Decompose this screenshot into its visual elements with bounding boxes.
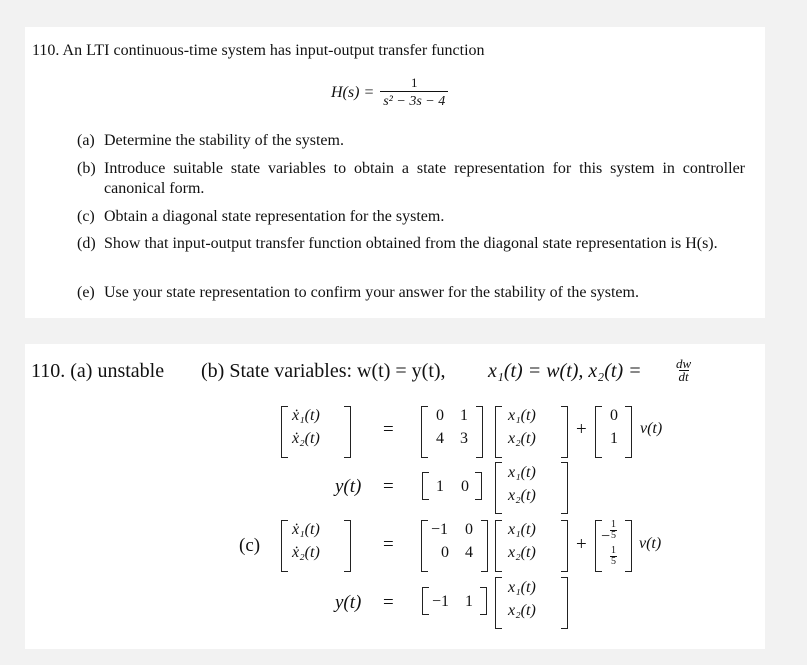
plus: +: [576, 419, 587, 440]
right-bracket: [561, 406, 568, 458]
left-bracket: [495, 406, 502, 458]
right-bracket: [480, 587, 487, 615]
matrix-a-b-12: 1: [460, 407, 468, 424]
part-text: Use your state representation to confirm your answer for the stability of the system.: [104, 284, 639, 301]
x2: x₂(t): [508, 602, 536, 619]
part-e: [77, 283, 745, 303]
right-bracket: [625, 406, 632, 458]
dw-dt-fraction: [676, 358, 691, 383]
equals: =: [383, 592, 394, 613]
matrix-c-b-2: 0: [461, 478, 469, 495]
tf-numerator: 1: [410, 75, 418, 90]
transfer-function: [331, 75, 448, 110]
tf-lhs: H(s) =: [331, 83, 375, 101]
x2: x₂(t): [508, 544, 536, 561]
part-label: (d): [77, 235, 96, 252]
matrix-b-c-2-den: 5: [611, 556, 616, 567]
matrix-a-c-21: 0: [441, 544, 449, 561]
equals: =: [383, 476, 394, 497]
left-bracket: [422, 587, 429, 615]
left-bracket: [595, 406, 602, 458]
left-bracket: [281, 520, 288, 572]
left-bracket: [281, 406, 288, 458]
matrix-b-c-2-num: 1: [611, 545, 616, 556]
right-bracket: [476, 406, 483, 458]
v-t: v(t): [640, 420, 663, 437]
right-bracket: [561, 462, 568, 514]
v-t: v(t): [639, 535, 662, 552]
x2: x₂(t): [508, 430, 536, 447]
part-a: [77, 131, 745, 151]
right-bracket: [344, 406, 351, 458]
right-bracket: [561, 520, 568, 572]
left-bracket: [495, 520, 502, 572]
y-t: y(t): [335, 476, 362, 497]
right-bracket: [475, 472, 482, 500]
matrix-a-c-11: −1: [431, 521, 449, 538]
equals: =: [383, 534, 394, 555]
part-text: Obtain a diagonal state representation for the system.: [104, 208, 445, 225]
xdot2: ẋ₂(t): [292, 430, 320, 447]
matrix-a-b-21: 4: [436, 430, 444, 447]
right-bracket: [481, 520, 488, 572]
x1: x₁(t): [508, 579, 536, 596]
matrix-a-c-22: 4: [465, 544, 473, 561]
matrix-b-b-2: 1: [610, 430, 618, 447]
xdot1: ẋ₁(t): [292, 407, 320, 424]
matrix-b-c-2: [610, 546, 617, 567]
part-b: [77, 159, 745, 199]
matrix-c-b-1: 1: [436, 478, 444, 495]
y-t: y(t): [335, 592, 362, 613]
matrix-c-c-1: −1: [432, 593, 450, 610]
part-d: [77, 234, 745, 254]
answer-a: 110. (a) unstable: [31, 360, 165, 382]
right-bracket: [625, 520, 632, 572]
xdot2: ẋ₂(t): [292, 544, 320, 561]
part-label: (a): [77, 132, 95, 149]
part-c: [77, 207, 745, 227]
right-bracket: [344, 520, 351, 572]
xdot1: ẋ₁(t): [292, 521, 320, 538]
matrix-c-c-2: 1: [465, 593, 473, 610]
left-bracket: [495, 577, 502, 629]
left-bracket: [495, 462, 502, 514]
label-c: (c): [239, 535, 261, 556]
part-text: Determine the stability of the system.: [104, 132, 344, 149]
question-title: 110. An LTI continuous-time system has input-output transfer function: [32, 42, 485, 59]
dw-numerator: dw: [676, 356, 692, 371]
left-bracket: [422, 472, 429, 500]
matrix-b-c-sign: −: [601, 528, 611, 545]
part-text: Show that input-output transfer function obtained from the diagonal state representation is H(s).: [104, 235, 718, 252]
x1: x₁(t): [508, 407, 536, 424]
matrix-a-b-22: 3: [460, 430, 468, 447]
x1: x₁(t): [508, 521, 536, 538]
matrix-b-c-1: [610, 520, 617, 541]
part-label: (c): [77, 208, 95, 225]
matrix-b-c-1-num: 1: [611, 519, 616, 530]
left-bracket: [421, 406, 428, 458]
matrix-b-b-1: 0: [610, 407, 618, 424]
left-bracket: [421, 520, 428, 572]
part-label: (b): [77, 160, 96, 177]
tf-denominator: s² − 3s − 4: [380, 91, 448, 110]
answer-b-x-definitions: x₁(t) = w(t), x₂(t) =: [488, 360, 642, 382]
right-bracket: [561, 577, 568, 629]
x2: x₂(t): [508, 487, 536, 504]
matrix-b-c-1-den: 5: [611, 530, 616, 541]
equals: =: [383, 419, 394, 440]
answer-panel: [25, 344, 765, 649]
tf-fraction: [380, 75, 448, 110]
part-label: (e): [77, 284, 95, 301]
dt-denominator: dt: [678, 369, 689, 384]
question-panel: [25, 27, 765, 318]
plus: +: [576, 534, 587, 555]
part-text: Introduce suitable state variables to obtain a state representation for this system in controller canonical form.: [104, 160, 745, 197]
matrix-a-b-11: 0: [436, 407, 444, 424]
x1: x₁(t): [508, 464, 536, 481]
answer-b-state-variables: (b) State variables: w(t) = y(t),: [201, 360, 446, 382]
matrix-a-c-12: 0: [465, 521, 473, 538]
